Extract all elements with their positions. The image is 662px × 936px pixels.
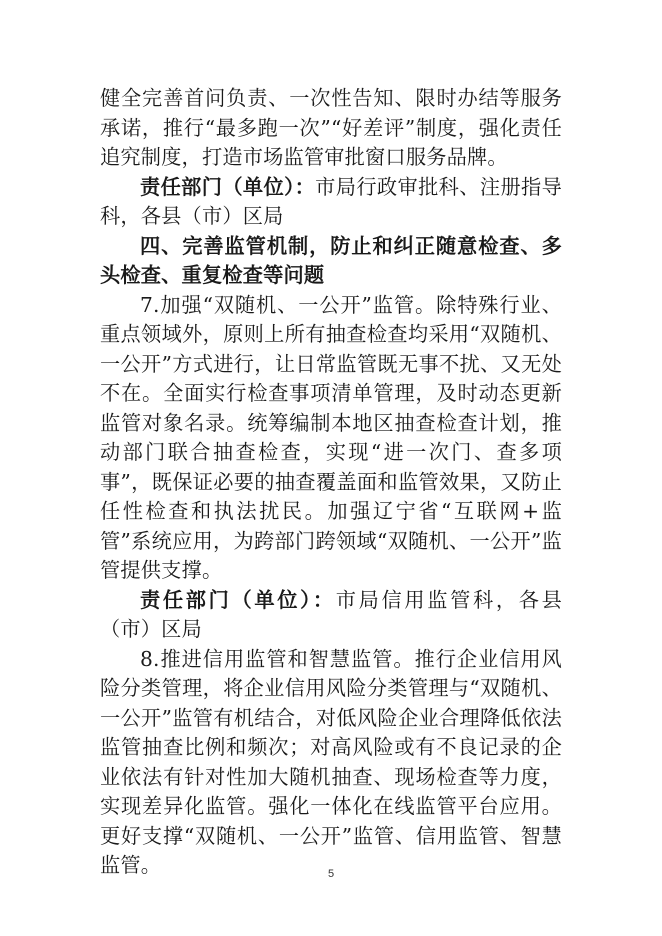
- item-7-title: 7.加强“双随机、一公开”监管。: [140, 292, 437, 317]
- item-8-text: 推行企业信用风险分类管理，将企业信用风险分类管理与“双随机、一公开”监管有机结合，对低风险企业合理降低依法监管抽查比例和频次；对高风险或有不良记录的企业依法有针对性加大随机抽查、现场检查等力度，实现差异化监管。强化一体化在线监管平台应用。更好支撑“双随机、一公开”监管、信用监管、智慧监管。: [100, 646, 563, 877]
- responsibility-text: 市局信用监管科，各县（市）区局: [100, 587, 562, 641]
- responsibility-text: 市局行政审批科、注册指导科，各县（市）区局: [100, 174, 562, 228]
- document-page: [100, 84, 562, 881]
- page-number: 5: [327, 868, 335, 880]
- responsibility-label: 责任部门（单位）：: [140, 174, 316, 199]
- paragraph-responsibility-1: [100, 173, 562, 232]
- paragraph-responsibility-7: [100, 586, 562, 645]
- item-8-title: 8.推进信用监管和智慧监管。: [140, 646, 415, 671]
- section-heading-4: 四、完善监管机制，防止和纠正随意检查、多头检查、重复检查等问题: [100, 233, 562, 287]
- paragraph-item-7: [100, 291, 562, 586]
- paragraph-service-commitment: 健全完善首问负责、一次性告知、限时办结等服务承诺，推行“最多跑一次”“好差评”制度，强化责任追究制度，打造市场监管审批窗口服务品牌。: [100, 86, 562, 169]
- paragraph-item-8: [100, 645, 562, 881]
- responsibility-label: 责任部门（单位）：: [140, 587, 336, 612]
- item-7-text: 除特殊行业、重点领域外，原则上所有抽查检查均采用“双随机、一公开”方式进行，让日常监管既无事不扰、又无处不在。全面实行检查事项清单管理，及时动态更新监管对象名录。统筹编制本地区抽查检查计划，推动部门联合抽查检查，实现“进一次门、查多项事”，既保证必要的抽查覆盖面和监管效果，又防止任性检查和执法扰民。加强辽宁省“互联网+监管”系统应用，为跨部门跨领域“双随机、一公开”监管提供支撑。: [100, 292, 562, 582]
